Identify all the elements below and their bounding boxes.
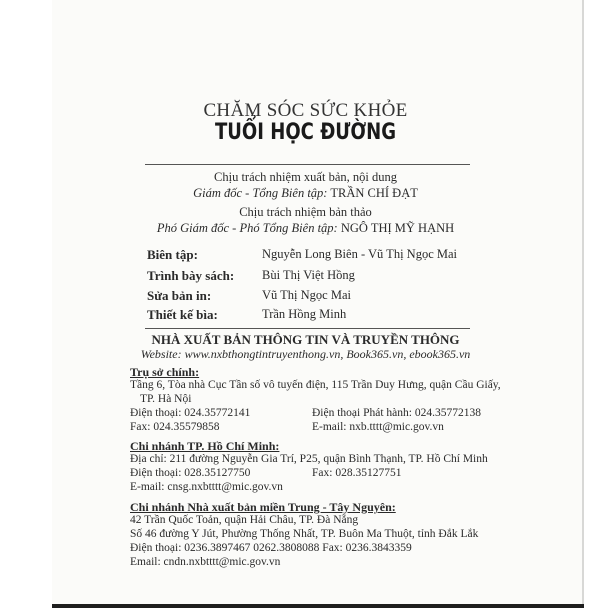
publishing-responsibility-label: Chịu trách nhiệm xuất bản, nội dung: [214, 170, 397, 184]
book-title-line1: CHĂM SÓC SỨC KHỎE: [203, 100, 408, 121]
credit-label-proofreading: Sửa bản in:: [147, 288, 212, 303]
credit-value-cover-design: Trần Hồng Minh: [262, 307, 347, 321]
central-branch-phone-fax: Điện thoại: 0236.3897467 0262.3808088 Fax: 0236.3843359: [130, 542, 412, 554]
publisher-website: Website: www.nxbthongtintruyenthong.vn, Book365.vn, ebook365.vn: [140, 347, 471, 361]
credit-label-layout: Trình bày sách:: [147, 268, 235, 283]
credit-value-layout: Bùi Thị Việt Hồng: [262, 268, 355, 282]
director-name: TRẦN CHÍ ĐẠT: [330, 186, 418, 200]
credit-label-cover-design: Thiết kế bìa:: [147, 307, 218, 322]
head-office-fax: Fax: 024.35579858: [130, 421, 220, 433]
hcm-branch-address: Địa chỉ: 211 đường Nguyễn Gia Trí, P25, quận Bình Thạnh, TP. Hồ Chí Minh: [130, 453, 488, 465]
publishing-responsibility: [0, 186, 611, 201]
deputy-director-name: NGÔ THỊ MỸ HẠNH: [340, 221, 455, 235]
head-office-phone: Điện thoại: 024.35772141: [130, 407, 251, 419]
manuscript-responsibility-label: Chịu trách nhiệm bản thảo: [239, 205, 372, 219]
central-branch-address-line2: Số 46 đường Y Jút, Phường Thống Nhất, TP. Buôn Ma Thuột, tỉnh Đắk Lắk: [130, 528, 479, 540]
hcm-branch-title: Chi nhánh TP. Hồ Chí Minh:: [130, 439, 280, 453]
deputy-director-role: Phó Giám đốc - Phó Tổng Biên tập:: [156, 221, 338, 235]
book-title-line2: TUỔI HỌC ĐƯỜNG: [214, 120, 397, 145]
divider-top: [145, 164, 470, 165]
head-office-address-line1: Tầng 6, Tòa nhà Cục Tần số vô tuyến điện, 115 Trần Duy Hưng, quận Cầu Giấy,: [130, 379, 501, 391]
head-office-email: E-mail: nxb.tttt@mic.gov.vn: [312, 421, 444, 433]
credit-value-proofreading: Vũ Thị Ngọc Mai: [262, 288, 351, 302]
credit-value-editor: Nguyễn Long Biên - Vũ Thị Ngọc Mai: [262, 247, 458, 261]
hcm-branch-phone: Điện thoại: 028.35127750: [130, 467, 251, 479]
head-office-phone-issue: Điện thoại Phát hành: 024.35772138: [312, 407, 481, 419]
page-spine-shadow: [582, 0, 584, 604]
central-branch-email: Email: cndn.nxbtttt@mic.gov.vn: [130, 556, 281, 568]
central-branch-address-line1: 42 Trần Quốc Toản, quận Hải Châu, TP. Đà Nẵng: [130, 514, 359, 526]
manuscript-responsibility: [0, 221, 611, 236]
publisher-name: NHÀ XUẤT BẢN THÔNG TIN VÀ TRUYỀN THÔNG: [151, 332, 460, 347]
hcm-branch-email: E-mail: cnsg.nxbtttt@mic.gov.vn: [130, 481, 283, 493]
director-role: Giám đốc - Tổng Biên tập:: [193, 186, 328, 200]
central-branch-title: Chi nhánh Nhà xuất bản miền Trung - Tây Nguyên:: [130, 500, 396, 514]
credit-label-editor: Biên tập:: [147, 247, 198, 262]
head-office-title: Trụ sở chính:: [130, 365, 200, 379]
divider-middle: [145, 328, 470, 329]
page-bottom-edge: [52, 604, 584, 608]
head-office-address-line2: TP. Hà Nội: [140, 393, 192, 405]
hcm-branch-fax: Fax: 028.35127751: [312, 467, 402, 479]
